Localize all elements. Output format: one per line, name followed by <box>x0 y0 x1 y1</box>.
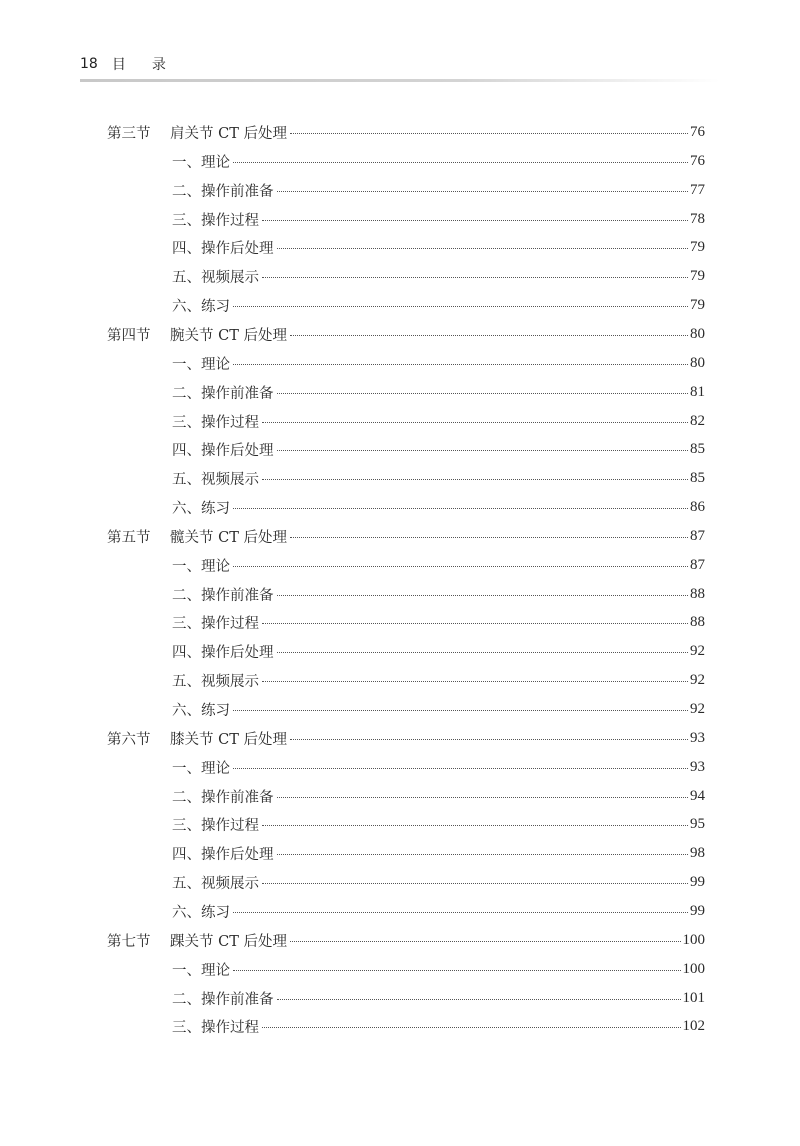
dot-leader <box>277 595 689 596</box>
item-page-number: 85 <box>690 440 705 457</box>
section-title: 踝关节 CT 后处理 <box>170 933 287 950</box>
toc-item-entry[interactable] <box>172 262 705 290</box>
toc-item-entry[interactable] <box>172 493 705 521</box>
toc-item-entry[interactable] <box>172 897 705 925</box>
item-title: 三、操作过程 <box>172 615 259 632</box>
item-title: 一、理论 <box>172 154 230 171</box>
section-label: 第五节 <box>107 529 151 546</box>
item-page-number: 78 <box>690 210 705 227</box>
toc-item-entry[interactable] <box>172 205 705 233</box>
dot-leader <box>290 335 688 336</box>
toc-section-entry[interactable] <box>170 522 705 550</box>
dot-leader <box>277 191 689 192</box>
toc-item-entry[interactable] <box>172 464 705 492</box>
toc-item-entry[interactable] <box>172 291 705 319</box>
header-title-part2: 录 <box>151 57 166 73</box>
item-title: 三、操作过程 <box>172 414 259 431</box>
dot-leader <box>233 566 688 567</box>
item-page-number: 101 <box>682 989 705 1006</box>
dot-leader <box>277 999 681 1000</box>
item-title: 五、视频展示 <box>172 269 259 286</box>
toc-item-entry[interactable] <box>172 984 705 1012</box>
dot-leader <box>277 652 689 653</box>
section-label: 第六节 <box>107 731 151 748</box>
dot-leader <box>262 479 688 480</box>
dot-leader <box>262 277 688 278</box>
dot-leader <box>262 623 688 624</box>
item-page-number: 98 <box>690 844 705 861</box>
dot-leader <box>233 508 688 509</box>
toc-item-entry[interactable] <box>172 637 705 665</box>
section-title: 膝关节 CT 后处理 <box>170 731 287 748</box>
dot-leader <box>233 710 688 711</box>
toc-item-entry[interactable] <box>172 435 705 463</box>
item-page-number: 88 <box>690 585 705 602</box>
toc-item-entry[interactable] <box>172 176 705 204</box>
item-title: 五、视频展示 <box>172 673 259 690</box>
section-page-number: 80 <box>690 325 705 342</box>
item-page-number: 100 <box>682 960 705 977</box>
dot-leader <box>262 422 688 423</box>
dot-leader <box>233 912 688 913</box>
item-page-number: 82 <box>690 412 705 429</box>
item-title: 四、操作后处理 <box>172 240 274 257</box>
toc-item-entry[interactable] <box>172 407 705 435</box>
toc-item-entry[interactable] <box>172 782 705 810</box>
item-title: 四、操作后处理 <box>172 442 274 459</box>
toc-section-entry[interactable] <box>170 926 705 954</box>
item-title: 六、练习 <box>172 904 230 921</box>
dot-leader <box>262 220 688 221</box>
section-title: 髋关节 CT 后处理 <box>170 529 287 546</box>
item-title: 二、操作前准备 <box>172 385 274 402</box>
dot-leader <box>233 768 688 769</box>
dot-leader <box>290 133 688 134</box>
section-label: 第七节 <box>107 933 151 950</box>
page-header <box>80 50 720 78</box>
item-title: 二、操作前准备 <box>172 991 274 1008</box>
item-title: 六、练习 <box>172 702 230 719</box>
dot-leader <box>277 854 689 855</box>
dot-leader <box>290 537 688 538</box>
section-page-number: 87 <box>690 527 705 544</box>
item-title: 四、操作后处理 <box>172 644 274 661</box>
item-title: 一、理论 <box>172 962 230 979</box>
toc-item-entry[interactable] <box>172 753 705 781</box>
toc-item-entry[interactable] <box>172 580 705 608</box>
item-page-number: 79 <box>690 238 705 255</box>
item-title: 三、操作过程 <box>172 1019 259 1036</box>
item-title: 五、视频展示 <box>172 471 259 488</box>
header-rule <box>80 79 720 82</box>
item-page-number: 80 <box>690 354 705 371</box>
item-page-number: 99 <box>690 902 705 919</box>
section-label: 第三节 <box>107 125 151 142</box>
dot-leader <box>277 393 689 394</box>
toc-item-entry[interactable] <box>172 955 705 983</box>
item-title: 二、操作前准备 <box>172 183 274 200</box>
toc-item-entry[interactable] <box>172 868 705 896</box>
item-page-number: 99 <box>690 873 705 890</box>
item-page-number: 79 <box>690 296 705 313</box>
section-title: 肩关节 CT 后处理 <box>170 125 287 142</box>
item-title: 四、操作后处理 <box>172 846 274 863</box>
item-page-number: 95 <box>690 815 705 832</box>
toc-section-entry[interactable] <box>170 118 705 146</box>
section-title: 腕关节 CT 后处理 <box>170 327 287 344</box>
item-page-number: 92 <box>690 642 705 659</box>
item-page-number: 88 <box>690 613 705 630</box>
dot-leader <box>262 681 688 682</box>
item-title: 三、操作过程 <box>172 817 259 834</box>
item-title: 一、理论 <box>172 558 230 575</box>
dot-leader <box>262 825 688 826</box>
item-page-number: 81 <box>690 383 705 400</box>
item-page-number: 85 <box>690 469 705 486</box>
item-title: 六、练习 <box>172 298 230 315</box>
section-page-number: 100 <box>682 931 705 948</box>
item-page-number: 86 <box>690 498 705 515</box>
toc-item-entry[interactable] <box>172 1012 705 1040</box>
dot-leader <box>277 797 689 798</box>
section-page-number: 93 <box>690 729 705 746</box>
item-page-number: 94 <box>690 787 705 804</box>
item-title: 一、理论 <box>172 760 230 777</box>
toc-section-entry[interactable] <box>170 724 705 752</box>
toc-item-entry[interactable] <box>172 695 705 723</box>
item-page-number: 93 <box>690 758 705 775</box>
item-page-number: 77 <box>690 181 705 198</box>
dot-leader <box>262 883 688 884</box>
item-title: 一、理论 <box>172 356 230 373</box>
dot-leader <box>233 306 688 307</box>
item-page-number: 92 <box>690 700 705 717</box>
dot-leader <box>233 364 688 365</box>
item-page-number: 102 <box>682 1017 705 1034</box>
toc-item-entry[interactable] <box>172 147 705 175</box>
item-page-number: 87 <box>690 556 705 573</box>
toc-item-entry[interactable] <box>172 349 705 377</box>
dot-leader <box>290 941 681 942</box>
toc-item-entry[interactable] <box>172 608 705 636</box>
item-page-number: 79 <box>690 267 705 284</box>
section-page-number: 76 <box>690 123 705 140</box>
toc-item-entry[interactable] <box>172 810 705 838</box>
dot-leader <box>277 450 689 451</box>
item-title: 三、操作过程 <box>172 212 259 229</box>
dot-leader <box>233 162 688 163</box>
toc-item-entry[interactable] <box>172 233 705 261</box>
dot-leader <box>290 739 688 740</box>
item-title: 二、操作前准备 <box>172 587 274 604</box>
dot-leader <box>262 1027 681 1028</box>
dot-leader <box>277 248 689 249</box>
toc-item-entry[interactable] <box>172 378 705 406</box>
item-title: 二、操作前准备 <box>172 789 274 806</box>
toc-item-entry[interactable] <box>172 551 705 579</box>
dot-leader <box>233 970 681 971</box>
header-title-part1: 目 <box>111 57 126 73</box>
item-title: 六、练习 <box>172 500 230 517</box>
toc-item-entry[interactable] <box>172 666 705 694</box>
section-label: 第四节 <box>107 327 151 344</box>
item-title: 五、视频展示 <box>172 875 259 892</box>
item-page-number: 76 <box>690 152 705 169</box>
item-page-number: 92 <box>690 671 705 688</box>
toc-item-entry[interactable] <box>172 839 705 867</box>
page-number: 18 <box>80 56 98 72</box>
toc-section-entry[interactable] <box>170 320 705 348</box>
